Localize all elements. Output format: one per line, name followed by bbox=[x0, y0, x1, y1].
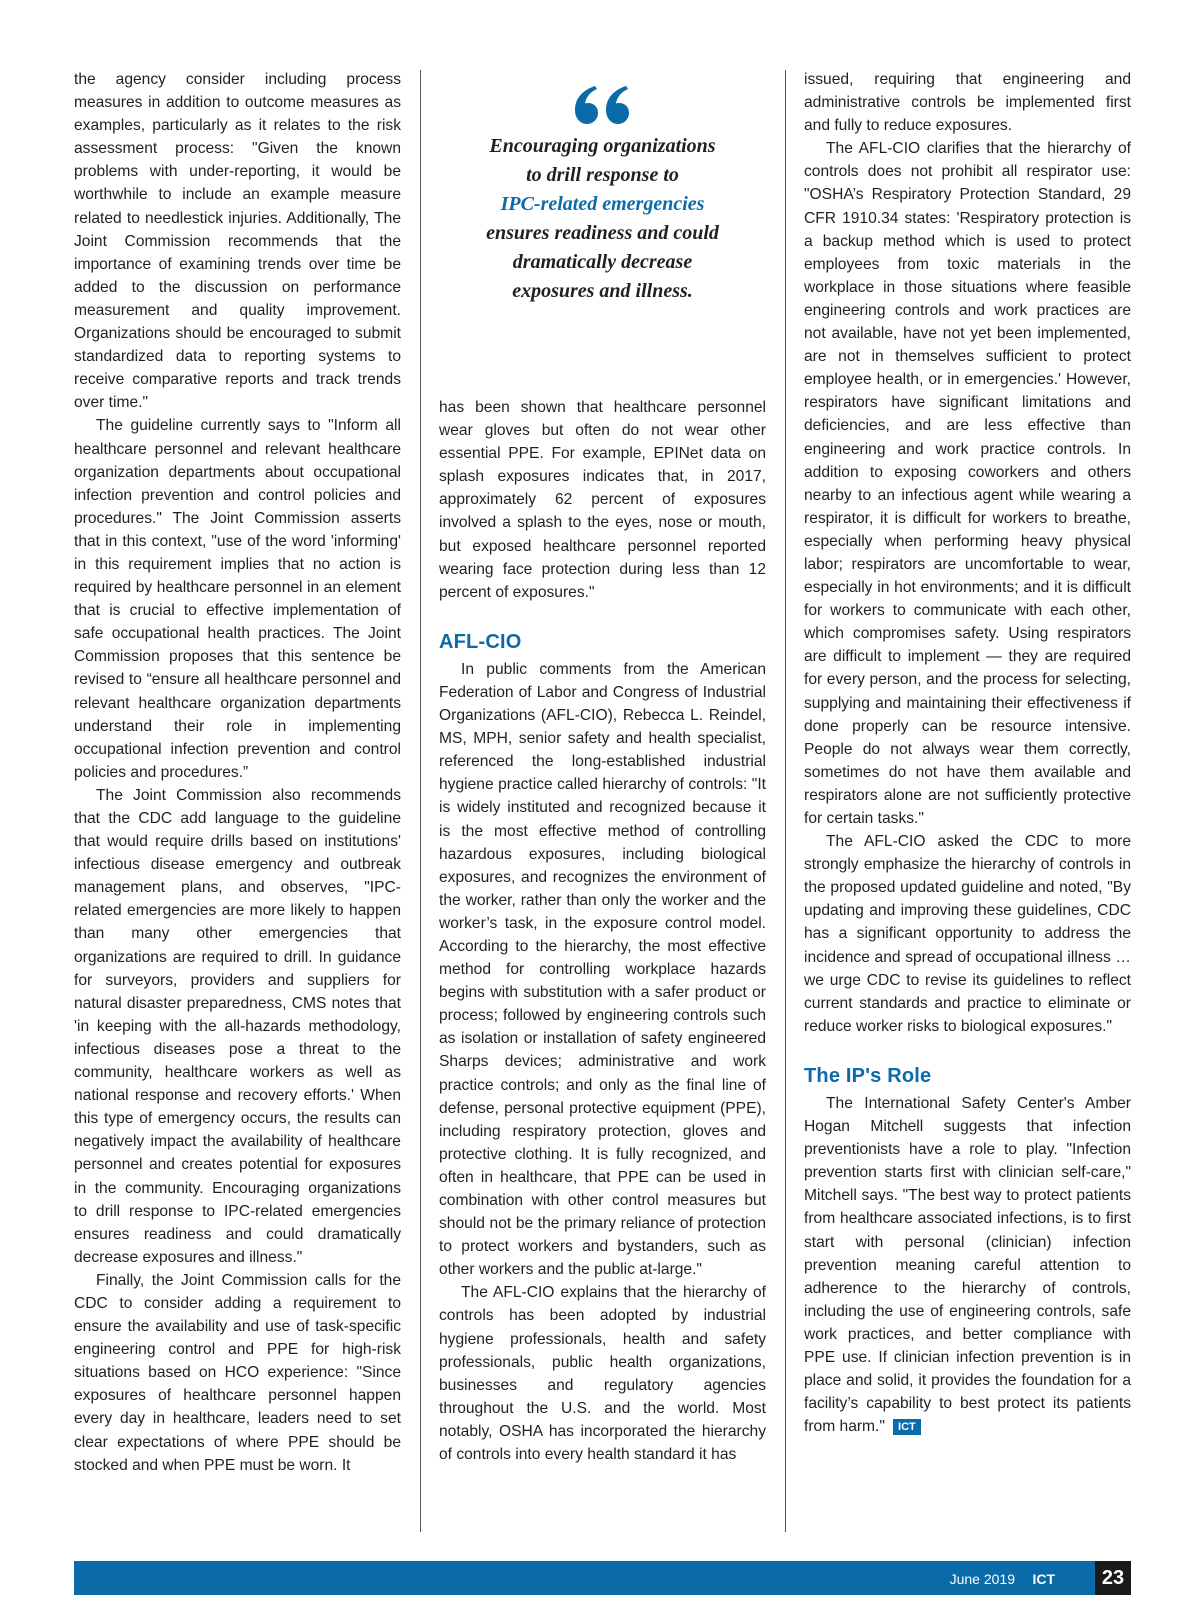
paragraph: has been shown that healthcare personnel wear gloves but often do not wear other essential PPE. For example, EPINet data on splash exposures indicates that, in 2017, approximately 62 percent of exposures involved a splash to the eyes, nose or mouth, but exposed healthcare personnel reported wearing face protection during less than 12 percent of exposures." bbox=[439, 399, 766, 601]
paragraph: The guideline currently says to "Inform all healthcare personnel and relevant healthcare organization departments about occupational infection prevention and control policies and procedures." The Joint Commission asserts that in this context, "use of the word 'informing' in this requirement implies that no action is required by healthcare personnel in an element that is crucial to effective implementation of safe occupational health practices. The Joint Commission proposes that this sentence be revised to “ensure all healthcare personnel and relevant healthcare organization departments understand their role in implementing occupational infection prevention and control policies and procedures.” bbox=[74, 417, 401, 781]
quote-mark-icon bbox=[573, 82, 633, 126]
end-mark-icon: ICT bbox=[893, 1419, 921, 1435]
paragraph: the agency consider including process measures in addition to outcome measures as examples, particularly as it relates to the risk assessment process: "Given the known problems with under-reporting, it would be worthwhile to include an example measure related to needlestick injuries. Additionally, The Joint Commission recommends that the importance of examining trends over time be added to the discussion on performance measurement and quality improvement. Organizations should be encouraged to submit standardized data to reporting systems to receive comparative reports and track trends over time." bbox=[74, 71, 401, 412]
pull-quote-line: Encouraging organizations bbox=[489, 135, 716, 157]
page-number: 23 bbox=[1095, 1561, 1131, 1595]
paragraph-text: The International Safety Center's Amber Hogan Mitchell suggests that infection preventionists have a role to play. "Infection prevention starts first with clinician self-care," Mitchell says. "The best way to protect patients from healthcare associated infections, is to first start with personal (clinician) infection prevention meaning careful attention to adherence to the hierarchy of controls, including the use of engineering controls, safe work practices, and better compliance with PPE use. If clinician infection prevention is in place and solid, it provides the foundation for a facility’s capability to best protect its patients from harm." bbox=[804, 1094, 1131, 1436]
footer-magazine-name: ICT bbox=[1032, 1571, 1055, 1587]
paragraph: The Joint Commission also recommends that the CDC add language to the guideline that would require drills based on institutions' infectious disease emergency and outbreak management plans, and observes, "IPC-related emergencies are more likely to happen than many other emergencies that organizations are required to drill. In guidance for surveyors, providers and suppliers for natural disaster preparedness, CMS notes that 'in keeping with the all-hazards methodology, infectious diseases pose a threat to the community, healthcare workers as well as national response and recovery efforts.' When this type of emergency occurs, the results can negatively impact the availability of healthcare personnel and creates potential for exposures in the community. Encouraging organizations to drill response to IPC-related emergencies ensures readiness and could dramatically decrease exposures and illness." bbox=[74, 786, 401, 1266]
pull-quote-line: exposures and illness. bbox=[512, 280, 693, 302]
left-column bbox=[74, 68, 401, 1477]
paragraph: issued, requiring that engineering and administrative controls be implemented first and fully to reduce exposures. bbox=[804, 71, 1131, 135]
footer-date: June 2019 bbox=[949, 1571, 1015, 1587]
column-divider-left bbox=[420, 70, 421, 1532]
paragraph: The AFL-CIO asked the CDC to more strongly emphasize the hierarchy of controls in the proposed updated guideline and noted, "By updating and improving these guidelines, CDC has a significant opportunity to address the incidence and spread of occupational illness … we urge CDC to revise its guidelines to reflect current standards and practice to eliminate or reduce worker risks to biological exposures." bbox=[804, 833, 1131, 1035]
pull-quote-line: dramatically decrease bbox=[512, 251, 693, 273]
pull-quote-line: to drill response to bbox=[526, 164, 679, 186]
paragraph: Finally, the Joint Commission calls for the CDC to consider adding a requirement to ensure the availability and use of task-specific engineering control and PPE for high-risk situations based on HCO experience: "Since exposures of healthcare personnel happen every day in healthcare, leaders need to set clear expectations of where PPE should be stocked and when PPE must be worn. It bbox=[74, 1271, 401, 1474]
section-heading-afl-cio: AFL-CIO bbox=[439, 630, 522, 653]
footer-bar bbox=[74, 1561, 1131, 1595]
paragraph: The AFL-CIO clarifies that the hierarchy of controls does not prohibit all respirator use: "OSHA’s Respiratory Protection Standard, 29 CFR 1910.34 states: 'Respiratory protection is a backup method which is used to protect employees from toxic materials in the workplace in those situations where feasible engineering controls and work practices are not available, have not yet been implemented, are not in themselves sufficient to protect employee health, or in emergencies.' However, respirators have significant limitations and deficiencies, and are less effective than engineering and work practice controls. In addition to exposing coworkers and others nearby to an infectious agent while wearing a respirator, it is difficult for workers to breathe, especially when performing heavy physical labor; respirators are uncomfortable to wear, especially in hot environments; and it is difficult for workers to communicate with each other, which compromises safety. Using respirators are difficult to implement — they are required for every person, and the process for selecting, supplying and maintaining their effectiveness if done properly can be resource intensive. People do not always wear them correctly, sometimes do not have them available and respirators alone are not sufficiently protective for certain tasks." bbox=[804, 140, 1131, 827]
paragraph: In public comments from the American Federation of Labor and Congress of Industrial Organizations (AFL-CIO), Rebecca L. Reindel, MS, MPH, senior safety and health specialist, referenced the long-established industrial hygiene practice called hierarchy of controls: "It is widely instituted and recognized because it is the most effective method of controlling hazardous exposures, including biological exposures, and recognizes the environment of the worker, rather than only the worker and the worker’s task, in the exposure control model. According to the hierarchy, the most effective method for controlling workplace hazards begins with substitution with a safer product or process; followed by engineering controls such as isolation or installation of safety engineered Sharps devices; administrative and work practice controls; and only as the final line of defense, personal protective equipment (PPE), including respiratory protection, gloves and protective clothing. It is fully recognized, and often in healthcare, that PPE can be used in combination with other control measures but should not be the primary reliance of protection to protect workers and bystanders, such as other workers and the public at-large." bbox=[439, 660, 766, 1279]
right-column bbox=[804, 68, 1131, 1438]
pull-quote-line: ensures readiness and could bbox=[486, 222, 719, 244]
pull-quote-line-highlight: IPC-related emergencies bbox=[500, 193, 705, 215]
pull-quote bbox=[439, 82, 766, 306]
paragraph bbox=[804, 1092, 1131, 1438]
paragraph: The AFL-CIO explains that the hierarchy of controls has been adopted by industrial hygiene professionals, health and safety professionals, public health organizations, businesses and regulatory agencies throughout the U.S. and the world. Most notably, OSHA has incorporated the hierarchy of controls into every health standard it has bbox=[439, 1284, 766, 1464]
column-divider-right bbox=[785, 70, 786, 1532]
section-heading-ips-role: The IP's Role bbox=[804, 1064, 932, 1087]
middle-column bbox=[439, 396, 766, 1466]
